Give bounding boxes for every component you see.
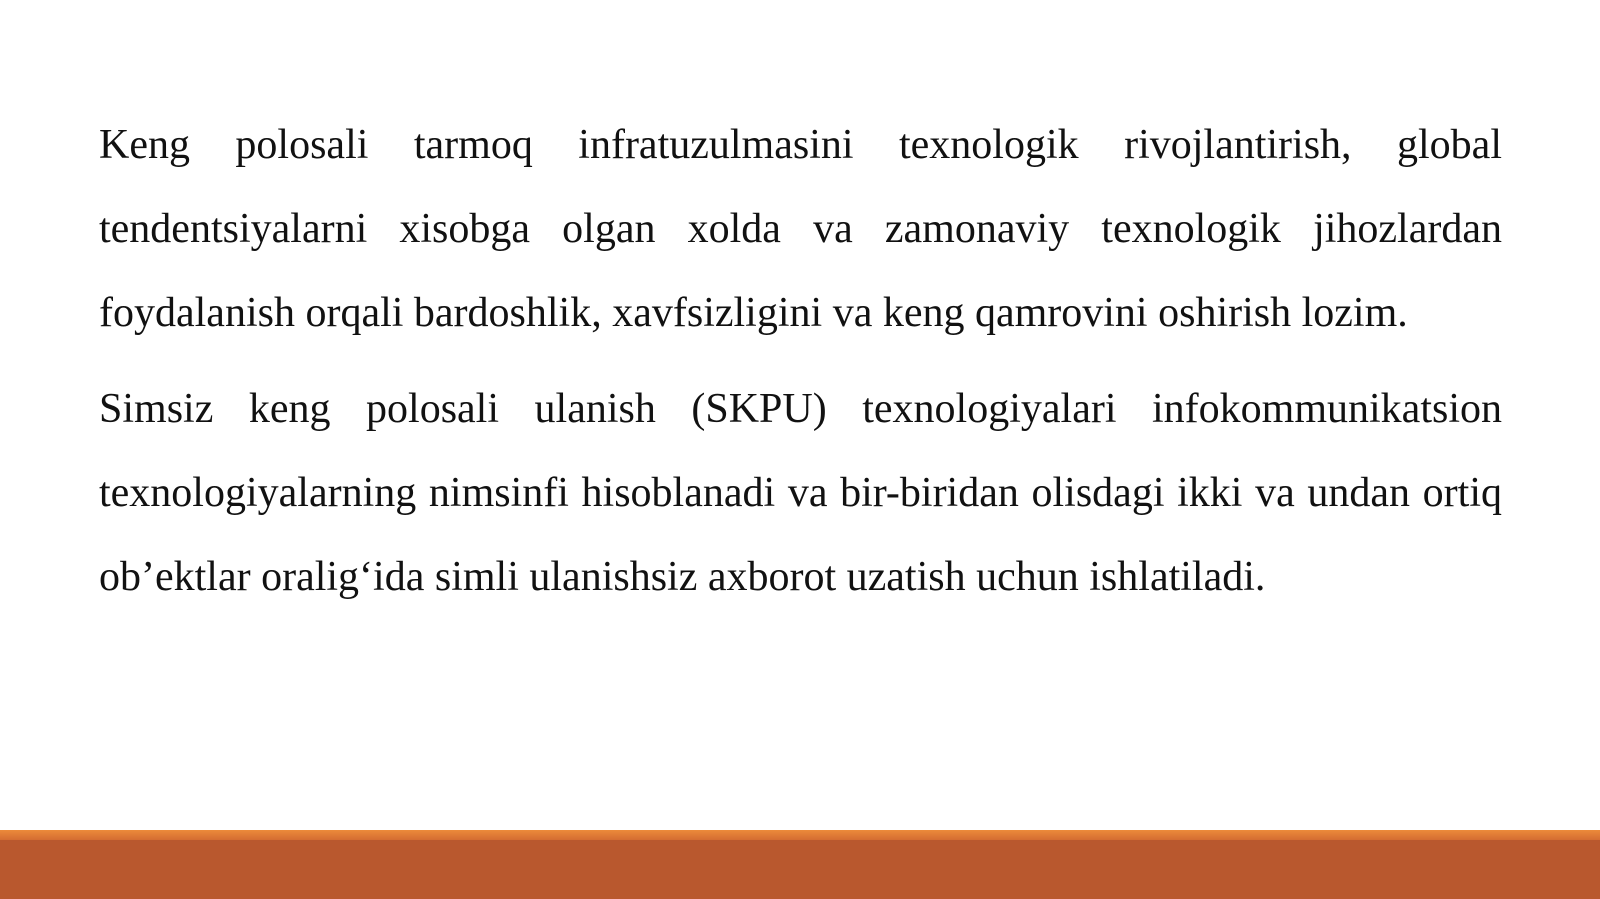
footer-accent-stripe bbox=[0, 830, 1600, 840]
slide-body-text bbox=[99, 103, 1502, 631]
paragraph-2: Simsiz keng polosali ulanish (SKPU) texnologiyalari infokommunikatsion texnologiyalarning nimsinfi hisoblanadi va bir-biridan olisdagi ikki va undan ortiq ob’ektlar oralig‘ida simli ulanishsiz axborot uzatish uchun ishlatiladi. bbox=[99, 386, 1502, 600]
paragraph-1: Keng polosali tarmoq infratuzulmasini texnologik rivojlantirish, global tendentsiyalarni xisobga olgan xolda va zamonaviy texnologik jihozlardan foydalanish orqali bardoshlik, xavfsizligini va keng qamrovini oshirish lozim. bbox=[99, 122, 1502, 336]
footer-bar bbox=[0, 830, 1600, 899]
